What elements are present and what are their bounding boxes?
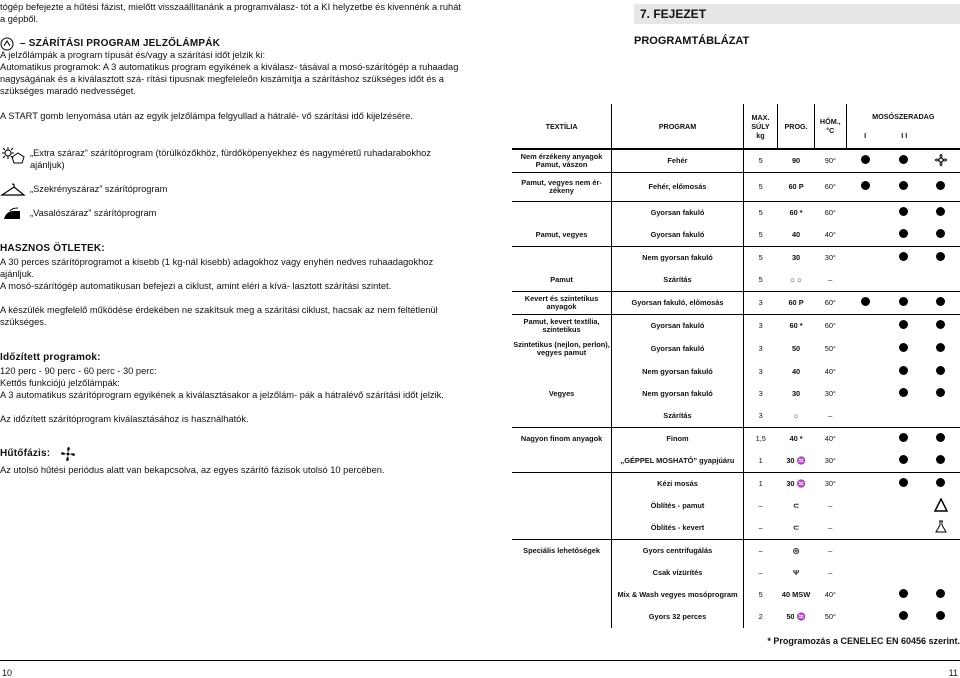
cell-detergent-3 (922, 149, 960, 173)
dry-para1: A jelzőlámpák a program típusát és/vagy a szárítási időt jelzik ki: (0, 50, 266, 60)
cell-max-weight: 3 (758, 366, 763, 376)
detergent-dot (899, 252, 908, 261)
detergent-dot (899, 433, 908, 442)
table-row (512, 428, 960, 451)
cell-max-weight: 3 (743, 405, 777, 428)
cell-temperature: 30° (824, 478, 836, 488)
cell-textile: Pamut, kevert textília, szintetikus (512, 315, 612, 338)
cell-textile (512, 450, 612, 473)
cell-temperature: – (828, 500, 833, 510)
timed-para3: A 3 automatikus szárítóprogram egyikének a kiválasztásakor a jelzőlám- pák a hátralévő szárítási időt jelzik. (0, 390, 444, 400)
cell-max-weight: 5 (758, 252, 763, 262)
cell-textile: Vegyes (512, 383, 612, 405)
cell-detergent-2 (884, 495, 922, 517)
cell-prog: 30 ♒ (786, 478, 806, 488)
cell-textile: Pamut (512, 269, 612, 292)
fan-icon (60, 446, 76, 462)
detergent-dot (936, 611, 945, 620)
cell-max-weight: 5 (743, 149, 777, 173)
table-row (512, 292, 960, 315)
cell-prog: ⊂ (778, 517, 815, 540)
cell-temperature: 30° (815, 450, 847, 473)
table-row (512, 562, 960, 584)
cell-textile (512, 562, 612, 584)
program-table (512, 104, 960, 628)
cell-detergent-3 (922, 473, 960, 496)
cell-program: Gyorsan fakuló (612, 224, 744, 247)
detergent-dot (936, 207, 945, 216)
cell-textile (512, 517, 612, 540)
header-temp: HŐM., °C (815, 104, 847, 149)
cell-detergent-3 (922, 224, 960, 247)
table-title: PROGRAMTÁBLÁZAT (634, 35, 750, 47)
cell-program: Kézi mosás (612, 473, 744, 496)
iron-dry-text: „Vasalószáraz” szárítóprogram (30, 208, 157, 218)
cell-max-weight: 5 (758, 207, 763, 217)
cell-max-weight: – (758, 500, 763, 510)
cell-temperature: – (828, 567, 833, 577)
cell-detergent-2 (884, 473, 922, 496)
cell-detergent-2 (884, 315, 922, 338)
left-page (0, 0, 470, 676)
cell-max-weight: 5 (743, 269, 777, 292)
cell-program: Szárítás (612, 405, 744, 428)
cell-prog: 30 ♒ (778, 450, 815, 473)
cell-program: Nem gyorsan fakuló (612, 361, 744, 383)
cell-temperature: 60° (815, 292, 847, 315)
cell-detergent-2 (884, 606, 922, 628)
cell-program: Gyorsan fakuló (612, 337, 744, 361)
cell-detergent-1 (846, 149, 884, 173)
table-row (512, 361, 960, 383)
detergent-dot (936, 181, 945, 190)
timed-para2: Kettős funkciójú jelzőlámpák: (0, 378, 120, 388)
cell-detergent-3 (922, 315, 960, 338)
cool-heading-row (0, 446, 462, 460)
detergent-dot (936, 320, 945, 329)
table-row (512, 405, 960, 428)
cell-detergent-1 (846, 337, 884, 361)
cell-detergent-2 (884, 247, 922, 270)
cell-detergent-3 (922, 584, 960, 606)
iron-dry-row (0, 207, 462, 221)
cell-prog: 40 (778, 224, 815, 247)
cell-detergent-1 (846, 247, 884, 270)
cell-prog: 30 (791, 252, 801, 262)
cell-program: Mix & Wash vegyes mosóprogram (612, 584, 744, 606)
chapter-heading: 7. FEJEZET (634, 4, 960, 24)
table-row (512, 149, 960, 173)
cell-detergent-3 (922, 292, 960, 315)
cell-temperature: 90° (815, 149, 847, 173)
table-row (512, 495, 960, 517)
detergent-dot (899, 366, 908, 375)
cell-program: „GÉPPEL MOSHATÓ” gyapjúáru (612, 450, 744, 473)
cell-prog: 40 (791, 366, 801, 376)
cell-textile: Pamut, vegyes nem ér- zékeny (512, 173, 612, 202)
table-row (512, 473, 960, 496)
cupboard-dry-row (0, 183, 462, 197)
cell-textile (512, 606, 612, 628)
cell-detergent-2 (884, 269, 922, 292)
cell-detergent-1 (846, 315, 884, 338)
cool-text: Az utolsó hűtési periódus alatt van bekapcsolva, az egyes szárító fázisok utolsó 10 percében. (0, 465, 385, 475)
cell-program: Nem gyorsan fakuló (612, 383, 744, 405)
cell-detergent-2 (884, 202, 922, 225)
cell-prog: ◎ (792, 545, 800, 555)
cell-textile (512, 584, 612, 606)
detergent-dot (899, 207, 908, 216)
table-row (512, 383, 960, 405)
cell-textile (512, 405, 612, 428)
cell-textile (512, 202, 612, 225)
detergent-dot (936, 388, 945, 397)
cell-prog: Ψ (793, 567, 800, 577)
cell-prog: 50 (791, 343, 801, 353)
cell-detergent-1 (846, 495, 884, 517)
detergent-dot (899, 343, 908, 352)
cell-detergent-2 (884, 337, 922, 361)
detergent-dot (936, 366, 945, 375)
cell-textile: Speciális lehetőségek (512, 540, 612, 563)
cell-textile: Kevert és szintetikus anyagok (512, 292, 612, 315)
cell-prog: 90 (778, 149, 815, 173)
detergent-dot (899, 455, 908, 464)
cell-max-weight: – (758, 545, 763, 555)
cell-program: Öblítés - pamut (612, 495, 744, 517)
cell-program: Gyorsan fakuló (612, 315, 744, 338)
cell-detergent-3 (922, 428, 960, 451)
cell-temperature: 30° (824, 388, 836, 398)
detergent-dot (899, 229, 908, 238)
flower-icon (934, 153, 948, 167)
extra-dry-icon (0, 147, 26, 165)
cell-textile: Pamut, vegyes (512, 224, 612, 247)
cell-detergent-1 (846, 405, 884, 428)
cell-detergent-1 (846, 292, 884, 315)
cell-detergent-3 (922, 450, 960, 473)
detergent-dot (899, 320, 908, 329)
cell-detergent-3 (922, 337, 960, 361)
cell-program: Fehér (612, 149, 744, 173)
cell-prog: 60 P (778, 292, 815, 315)
tips-para1: A 30 perces szárítóprogramot a kisebb (1 kg-nál kisebb) adagokhoz vagy enyhén nedves ruhaadagokhoz ajánljuk. (0, 257, 434, 279)
cell-program: Nem gyorsan fakuló (612, 247, 744, 270)
tips-para3: A készülék megfelelő működése érdekében ne szakítsuk meg a szárítási ciklust, hacsak az nem feltétlenül szükséges. (0, 305, 438, 327)
cell-max-weight: 1,5 (755, 433, 766, 443)
table-row (512, 540, 960, 563)
cell-prog: ☼☼ (778, 269, 815, 292)
cell-program: Szárítás (612, 269, 744, 292)
cell-prog: 60 * (789, 207, 803, 217)
cell-prog: 30 (791, 388, 801, 398)
cell-max-weight: 5 (743, 224, 777, 247)
cell-detergent-1 (846, 450, 884, 473)
table-row (512, 202, 960, 225)
cell-program: Finom (612, 428, 744, 451)
dry-heading: – SZÁRÍTÁSI PROGRAM JELZŐLÁMPÁK (20, 38, 221, 49)
cell-detergent-3 (922, 606, 960, 628)
cell-program: Gyorsan fakuló, előmosás (612, 292, 744, 315)
cell-detergent-3 (922, 405, 960, 428)
detergent-dot (899, 155, 908, 164)
detergent-dot (861, 297, 870, 306)
detergent-dot (936, 433, 945, 442)
cell-prog: 60 P (778, 173, 815, 202)
detergent-dot (899, 478, 908, 487)
detergent-dot (899, 181, 908, 190)
detergent-dot (899, 388, 908, 397)
cell-max-weight: 3 (743, 292, 777, 315)
cell-temperature: 40° (824, 366, 836, 376)
header-det2: I I (901, 131, 908, 140)
cell-detergent-2 (884, 361, 922, 383)
cell-temperature: 60° (824, 207, 836, 217)
detergent-dot (936, 478, 945, 487)
table-row (512, 315, 960, 338)
table-row (512, 247, 960, 270)
detergent-dot (936, 343, 945, 352)
cell-program: Öblítés - kevert (612, 517, 744, 540)
cell-temperature: 50° (824, 611, 836, 621)
detergent-dot (936, 252, 945, 261)
bottom-rule (0, 660, 960, 661)
triangle-icon (934, 498, 948, 512)
cell-temperature: 40° (824, 589, 836, 599)
iron-icon (0, 207, 26, 221)
timed-para4: Az időzített szárítóprogram kiválasztásához is használhatók. (0, 414, 249, 424)
cell-program: Gyorsan fakuló (612, 202, 744, 225)
cell-detergent-1 (846, 428, 884, 451)
cool-heading: Hűtőfázis: (0, 448, 51, 459)
cell-prog: 40 * (789, 433, 803, 443)
cell-textile: Szintetikus (nejlon, perlon), vegyes pamut (512, 337, 612, 361)
cell-textile (512, 361, 612, 383)
detergent-dot (936, 297, 945, 306)
cell-detergent-1 (846, 269, 884, 292)
tips-heading: HASZNOS ÖTLETEK: (0, 243, 105, 254)
table-row (512, 450, 960, 473)
cell-textile: Nem érzékeny anyagok Pamut, vászon (512, 149, 612, 173)
cell-program: Gyors centrifugálás (612, 540, 744, 563)
cell-prog: 40 MSW (781, 589, 811, 599)
table-row (512, 269, 960, 292)
cell-max-weight: 1 (758, 478, 763, 488)
cell-detergent-3 (922, 247, 960, 270)
detergent-dot (936, 229, 945, 238)
cupboard-dry-text: „Szekrényszáraz” szárítóprogram (30, 184, 168, 194)
cell-detergent-3 (922, 361, 960, 383)
hanger-icon (0, 183, 26, 197)
cell-prog: 50 ♒ (786, 611, 806, 621)
table-row (512, 224, 960, 247)
cell-max-weight: 3 (758, 320, 763, 330)
header-detergent: MOSÓSZERADAG I I I (846, 104, 960, 149)
cell-prog: ☼ (778, 405, 815, 428)
cell-detergent-3 (922, 202, 960, 225)
table-row (512, 337, 960, 361)
cell-detergent-1 (846, 173, 884, 202)
detergent-dot (861, 155, 870, 164)
table-row (512, 517, 960, 540)
footnote: * Programozás a CENELEC EN 60456 szerint. (767, 636, 960, 646)
dry-para3: A START gomb lenyomása után az egyik jelzőlámpa felgyullad a hátralé- vő szárítási idő kijelzésére. (0, 111, 413, 121)
detergent-dot (899, 611, 908, 620)
header-textile: TEXTÍLIA (512, 104, 612, 149)
cell-temperature: 60° (824, 320, 836, 330)
cell-detergent-2 (884, 224, 922, 247)
detergent-dot (936, 455, 945, 464)
cell-max-weight: 1 (743, 450, 777, 473)
tips-para2: A mosó-szárítógép automatikusan befejezi a ciklust, amint eléri a kívá- lasztott szárítási szintet. (0, 281, 392, 291)
cell-temperature: 30° (824, 252, 836, 262)
cell-temperature: – (815, 517, 847, 540)
cell-prog: ⊂ (792, 500, 800, 510)
cell-textile: Nagyon finom anyagok (512, 428, 612, 451)
cell-textile (512, 495, 612, 517)
cell-detergent-3 (922, 269, 960, 292)
cell-max-weight: – (743, 517, 777, 540)
cell-max-weight: 2 (758, 611, 763, 621)
cell-detergent-2 (884, 428, 922, 451)
cell-detergent-3 (922, 562, 960, 584)
extra-dry-row (0, 147, 462, 171)
header-prog: PROG. (778, 104, 815, 149)
cell-detergent-3 (922, 383, 960, 405)
cell-detergent-3 (922, 173, 960, 202)
cell-detergent-1 (846, 584, 884, 606)
cell-detergent-3 (922, 540, 960, 563)
detergent-dot (861, 181, 870, 190)
cell-program: Fehér, előmosás (612, 173, 744, 202)
cell-textile (512, 473, 612, 496)
table-row (512, 606, 960, 628)
cell-detergent-2 (884, 383, 922, 405)
cell-detergent-3 (922, 517, 960, 540)
header-det1: I (864, 131, 867, 140)
cell-temperature: 40° (815, 224, 847, 247)
cell-detergent-1 (846, 606, 884, 628)
cell-detergent-1 (846, 517, 884, 540)
cell-detergent-1 (846, 361, 884, 383)
detergent-dot (936, 589, 945, 598)
cell-temperature: – (815, 269, 847, 292)
cell-temperature: – (815, 405, 847, 428)
cell-temperature: 60° (815, 173, 847, 202)
cell-detergent-2 (884, 584, 922, 606)
cell-detergent-1 (846, 540, 884, 563)
page-number-right: 11 (948, 668, 958, 678)
intro-text: tógép befejezte a hűtési fázist, mielőtt visszaállítanánk a programválasz- tót a KI helyzetbe és kivennénk a ruhát a gépből. (0, 2, 461, 24)
timed-para1: 120 perc - 90 perc - 60 perc - 30 perc: (0, 366, 157, 376)
table-row (512, 584, 960, 606)
cell-detergent-1 (846, 202, 884, 225)
cell-temperature: – (828, 545, 833, 555)
cell-detergent-2 (884, 292, 922, 315)
cell-detergent-2 (884, 450, 922, 473)
cell-detergent-2 (884, 562, 922, 584)
cell-max-weight: 5 (743, 173, 777, 202)
timed-heading: Időzített programok: (0, 352, 101, 363)
detergent-dot (899, 297, 908, 306)
flask-icon (934, 520, 948, 534)
header-program: PROGRAM (612, 104, 744, 149)
cell-detergent-1 (846, 383, 884, 405)
cell-prog: 60 * (789, 320, 803, 330)
cell-max-weight: – (758, 567, 763, 577)
cell-textile (512, 247, 612, 270)
cell-max-weight: 3 (758, 343, 763, 353)
table-row (512, 173, 960, 202)
cell-max-weight: 5 (758, 589, 763, 599)
cell-detergent-2 (884, 173, 922, 202)
cell-temperature: 40° (824, 433, 836, 443)
cell-program: Csak vízürítés (612, 562, 744, 584)
cell-detergent-2 (884, 405, 922, 428)
cell-detergent-1 (846, 473, 884, 496)
cell-detergent-2 (884, 540, 922, 563)
detergent-dot (899, 589, 908, 598)
cell-detergent-2 (884, 517, 922, 540)
cell-detergent-1 (846, 562, 884, 584)
cell-max-weight: 3 (758, 388, 763, 398)
cell-detergent-3 (922, 495, 960, 517)
cell-program: Gyors 32 perces (612, 606, 744, 628)
page-number-left: 10 (2, 668, 13, 678)
cell-detergent-1 (846, 224, 884, 247)
cell-temperature: 50° (824, 343, 836, 353)
cell-detergent-2 (884, 149, 922, 173)
right-page (512, 0, 960, 676)
extra-dry-text: „Extra száraz” szárítóprogram (törülközőkhöz, fürdőköpenyekhez és nagyméretű ruhadarabokhoz ajánljuk) (30, 148, 431, 170)
header-max: MAX. SÚLY kg (743, 104, 777, 149)
dry-para2: Automatikus programok: A 3 automatikus program egyikének a kiválasz- tásával a mosó-szárítógép a ruhaadag nagyságának és a kiválasztott szá- rítási típusnak megfeleleőn kiszámítja a szárításhoz szükséges időt és a szükséges maradó nedvességet. (0, 62, 459, 96)
